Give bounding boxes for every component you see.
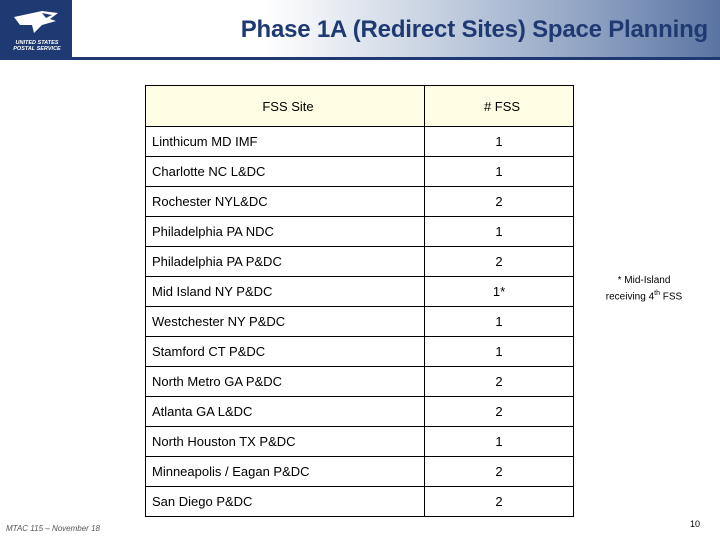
fss-count-cell: 1 <box>425 307 574 337</box>
table-row <box>146 337 574 367</box>
site-cell: Rochester NYL&DC <box>146 187 425 217</box>
site-cell: Philadelphia PA NDC <box>146 217 425 247</box>
fss-count-cell: 1 <box>425 127 574 157</box>
site-cell: San Diego P&DC <box>146 487 425 517</box>
fss-count-cell: 2 <box>425 367 574 397</box>
site-cell: Atlanta GA L&DC <box>146 397 425 427</box>
table-row <box>146 307 574 337</box>
footnote-annotation <box>592 274 696 303</box>
site-cell: Westchester NY P&DC <box>146 307 425 337</box>
fss-count-cell: 2 <box>425 247 574 277</box>
page-number: 10 <box>690 519 701 529</box>
site-cell: Mid Island NY P&DC <box>146 277 425 307</box>
table-row <box>146 157 574 187</box>
table-row <box>146 367 574 397</box>
table-row <box>146 127 574 157</box>
slide-header <box>0 0 720 60</box>
site-cell: Minneapolis / Eagan P&DC <box>146 457 425 487</box>
table-row <box>146 457 574 487</box>
site-cell: North Metro GA P&DC <box>146 367 425 397</box>
fss-table <box>145 85 574 517</box>
table-header-row <box>146 86 574 127</box>
site-cell: Linthicum MD IMF <box>146 127 425 157</box>
footer-label: MTAC 115 – November 18 <box>6 524 100 533</box>
fss-count-cell: 2 <box>425 397 574 427</box>
fss-count-cell: 1 <box>425 217 574 247</box>
fss-count-cell: 1 <box>425 337 574 367</box>
table-row <box>146 217 574 247</box>
table-row <box>146 397 574 427</box>
header-divider <box>72 57 720 60</box>
fss-count-cell: 1 <box>425 157 574 187</box>
fss-count-cell: 1* <box>425 277 574 307</box>
fss-count-cell: 1 <box>425 427 574 457</box>
note-line-1: * Mid-Island <box>617 275 671 286</box>
fss-count-cell: 2 <box>425 487 574 517</box>
column-header-site: FSS Site <box>146 86 425 127</box>
site-cell: Philadelphia PA P&DC <box>146 247 425 277</box>
note-line-2: receiving 4th FSS <box>605 290 683 303</box>
page-title: Phase 1A (Redirect Sites) Space Planning <box>240 16 708 43</box>
table-row <box>146 277 574 307</box>
site-cell: Stamford CT P&DC <box>146 337 425 367</box>
column-header-fss: # FSS <box>425 86 574 127</box>
table-row <box>146 487 574 517</box>
table-row <box>146 187 574 217</box>
site-cell: North Houston TX P&DC <box>146 427 425 457</box>
fss-count-cell: 2 <box>425 187 574 217</box>
table-row <box>146 247 574 277</box>
table-row <box>146 427 574 457</box>
site-cell: Charlotte NC L&DC <box>146 157 425 187</box>
eagle-logo-icon <box>12 7 60 37</box>
usps-logo <box>0 0 72 60</box>
fss-count-cell: 2 <box>425 457 574 487</box>
logo-wordmark: UNITED STATES POSTAL SERVICE <box>13 40 61 52</box>
